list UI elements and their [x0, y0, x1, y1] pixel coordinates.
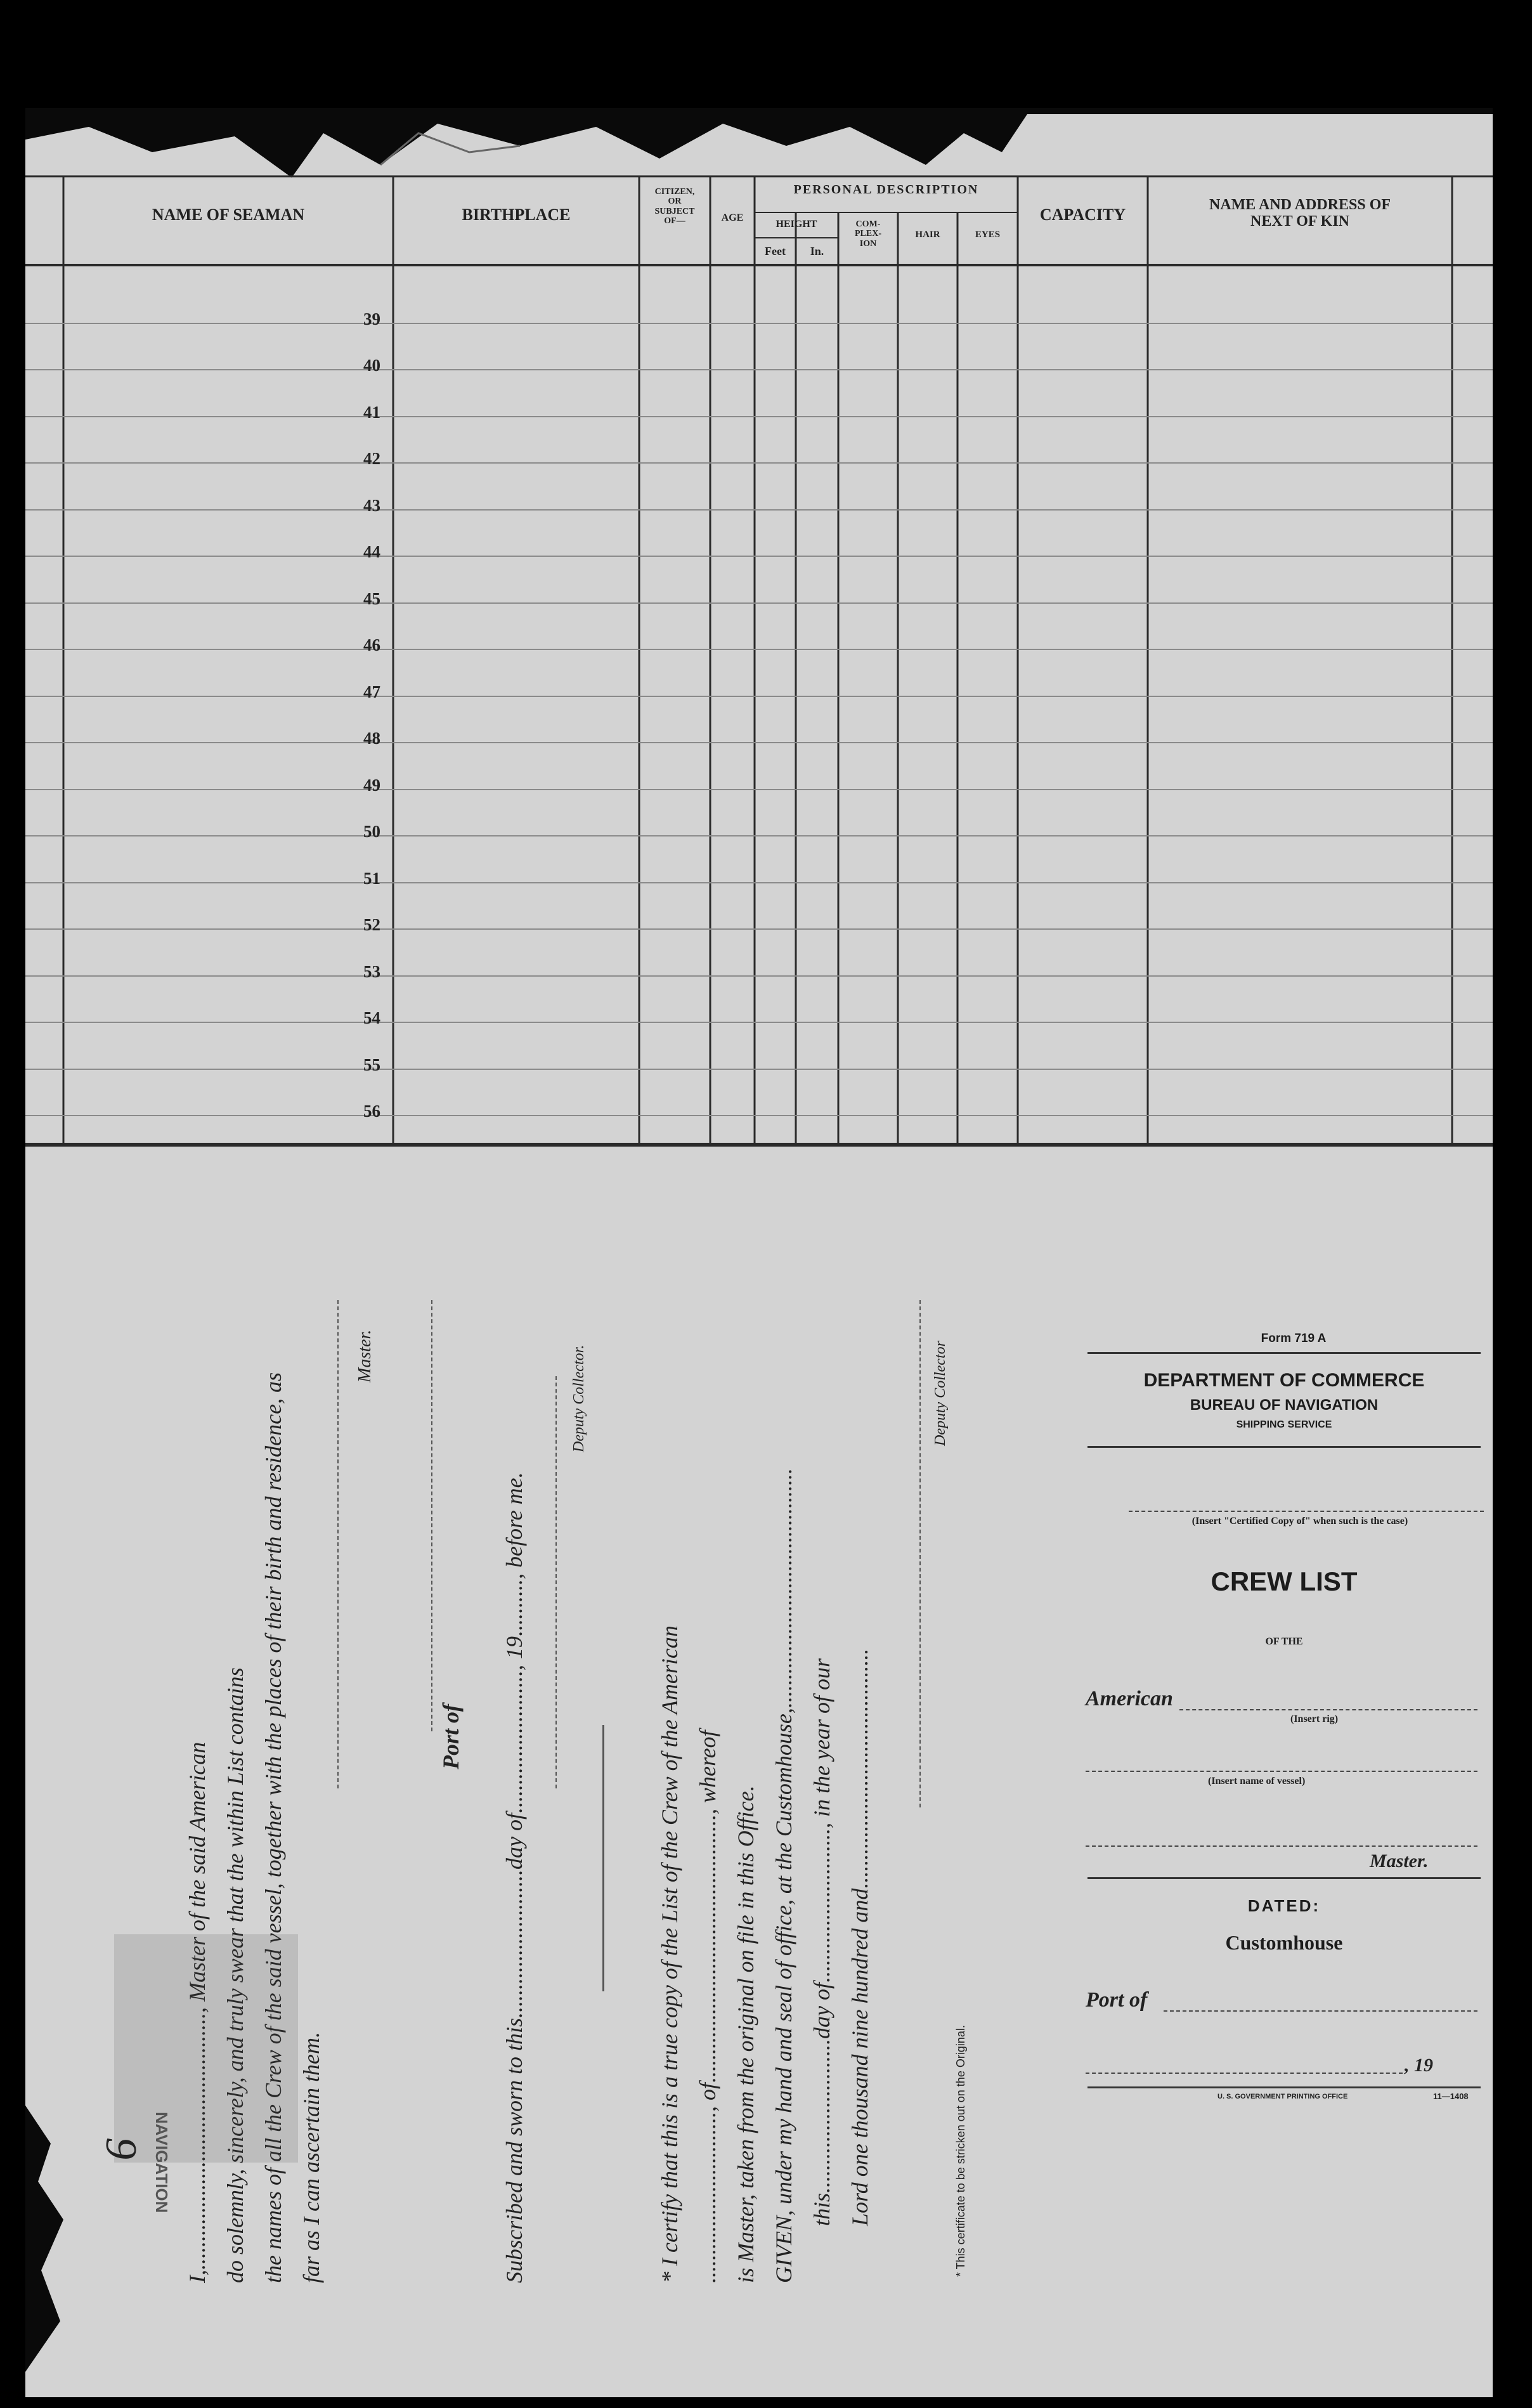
master-signature-line [337, 1300, 339, 1788]
certificate-footnote: * This certificate to be stricken out on the Original. [954, 2025, 967, 2277]
of-the-label: OF THE [1265, 1636, 1303, 1647]
divider-rule [602, 1725, 604, 1991]
col-height: HEIGHT [776, 219, 817, 230]
row-number: 44 [363, 542, 380, 561]
row-number: 42 [363, 449, 380, 468]
row-number: 45 [363, 589, 380, 608]
cover-date-line [1086, 2073, 1403, 2074]
certificate-line-5: this...........................day of..........................., in the year of our [809, 1658, 834, 2226]
port-of-label: Port of [438, 1704, 464, 1769]
cover-port-label: Port of [1086, 1988, 1148, 2012]
certificate-line-4: GIVEN, under my hand and seal of office, at the Customhouse,.......................................... [771, 1468, 796, 2283]
insert-vessel-note: (Insert name of vessel) [1208, 1776, 1306, 1786]
handwritten-mark: 9 [96, 2137, 145, 2159]
cover-master-label: Master. [1370, 1851, 1429, 1871]
row-number: 41 [363, 403, 380, 422]
col-eyes: EYES [975, 230, 1001, 240]
deputy-signature-line-1 [555, 1376, 557, 1788]
printer-imprint: U. S. GOVERNMENT PRINTING OFFICE [1217, 2093, 1348, 2100]
certificate-line-6: Lord one thousand nine hundred and.......................................... [847, 1648, 873, 2226]
deputy-collector-label-1: Deputy Collector. [571, 1344, 587, 1452]
form-number: Form 719 A [1261, 1332, 1327, 1345]
customhouse-label: Customhouse [1225, 1931, 1343, 1954]
row-number: 47 [363, 682, 380, 701]
oath-line-1: I,............................................., Master of the said American [185, 1741, 210, 2283]
crew-list-title: CREW LIST [1211, 1566, 1358, 1596]
stamp-text: NAVIGATION [152, 2112, 171, 2213]
cover-top-rule [1087, 1352, 1481, 1354]
service-title: SHIPPING SERVICE [1236, 1419, 1332, 1430]
department-title: DEPARTMENT OF COMMERCE [1143, 1370, 1425, 1391]
port-of-line [431, 1300, 432, 1731]
cover-bottom-rule [1087, 2086, 1481, 2088]
dated-label: DATED: [1247, 1896, 1321, 1915]
deputy-collector-label-2: Deputy Collector [932, 1341, 949, 1446]
row-number: 54 [363, 1008, 380, 1027]
crew-list-sheet [25, 108, 1493, 2397]
row-number: 55 [363, 1055, 380, 1074]
master-label: Master. [355, 1329, 375, 1383]
row-number: 39 [363, 309, 380, 329]
col-personal-description: PERSONAL DESCRIPTION [793, 183, 979, 197]
insert-rig-note: (Insert rig) [1290, 1714, 1339, 1724]
col-next-of-kin: NAME AND ADDRESS OF NEXT OF KIN [1209, 197, 1391, 230]
bureau-title: BUREAU OF NAVIGATION [1190, 1396, 1379, 1414]
col-birthplace: BIRTHPLACE [462, 205, 571, 224]
certificate-line-3: is Master, taken from the original on file in this Office. [733, 1785, 758, 2283]
col-inches: In. [810, 245, 824, 257]
table-grid [25, 108, 1493, 1148]
vessel-line [1086, 1771, 1477, 1772]
deputy-signature-line-2 [919, 1300, 921, 1807]
oath-line-2: do solemnly, sincerely, and truly swear that the within List contains [223, 1667, 248, 2283]
certificate-line-1: * I certify that this is a true copy of the List of the Crew of the American [657, 1625, 682, 2283]
col-hair: HAIR [915, 230, 940, 240]
row-number: 53 [363, 962, 380, 981]
print-code: 11—1408 [1433, 2092, 1469, 2101]
row-number: 46 [363, 635, 380, 654]
certified-copy-line [1129, 1511, 1484, 1512]
subscribed-line: Subscribed and sworn to this..........................day of........................., 19.........., before me. [502, 1472, 527, 2283]
col-name-of-seaman: NAME OF SEAMAN [152, 205, 305, 224]
row-number: 40 [363, 356, 380, 375]
col-capacity: CAPACITY [1039, 205, 1126, 224]
master-line [1086, 1845, 1477, 1847]
row-number: 51 [363, 869, 380, 888]
cover-mid-rule [1087, 1446, 1481, 1448]
certified-copy-note: (Insert "Certified Copy of" when such is the case) [1191, 1516, 1408, 1526]
cover-port-line [1164, 2010, 1477, 2012]
row-number: 43 [363, 496, 380, 515]
cover-lower-rule [1087, 1877, 1481, 1879]
col-age: AGE [721, 212, 744, 223]
certificate-line-2: .............................., of..............................................., whereof [695, 1730, 720, 2283]
american-label: American [1086, 1687, 1173, 1710]
rig-line [1179, 1709, 1477, 1710]
oath-line-4: far as I can ascertain them. [299, 2032, 324, 2283]
row-number: 48 [363, 729, 380, 748]
torn-left-edge [25, 2105, 101, 2372]
col-feet: Feet [765, 245, 786, 257]
row-number: 56 [363, 1102, 380, 1121]
col-complexion: COM- PLEX- ION [855, 219, 881, 249]
row-number: 50 [363, 822, 380, 841]
oath-line-3: the names of all the Crew of the said vessel, together with the places of their birth and residence, as [261, 1372, 286, 2283]
cover-year-label: , 19 [1405, 2055, 1433, 2076]
row-number: 52 [363, 915, 380, 934]
col-citizen: CITIZEN, OR SUBJECT OF— [654, 187, 695, 226]
row-number: 49 [363, 776, 380, 795]
